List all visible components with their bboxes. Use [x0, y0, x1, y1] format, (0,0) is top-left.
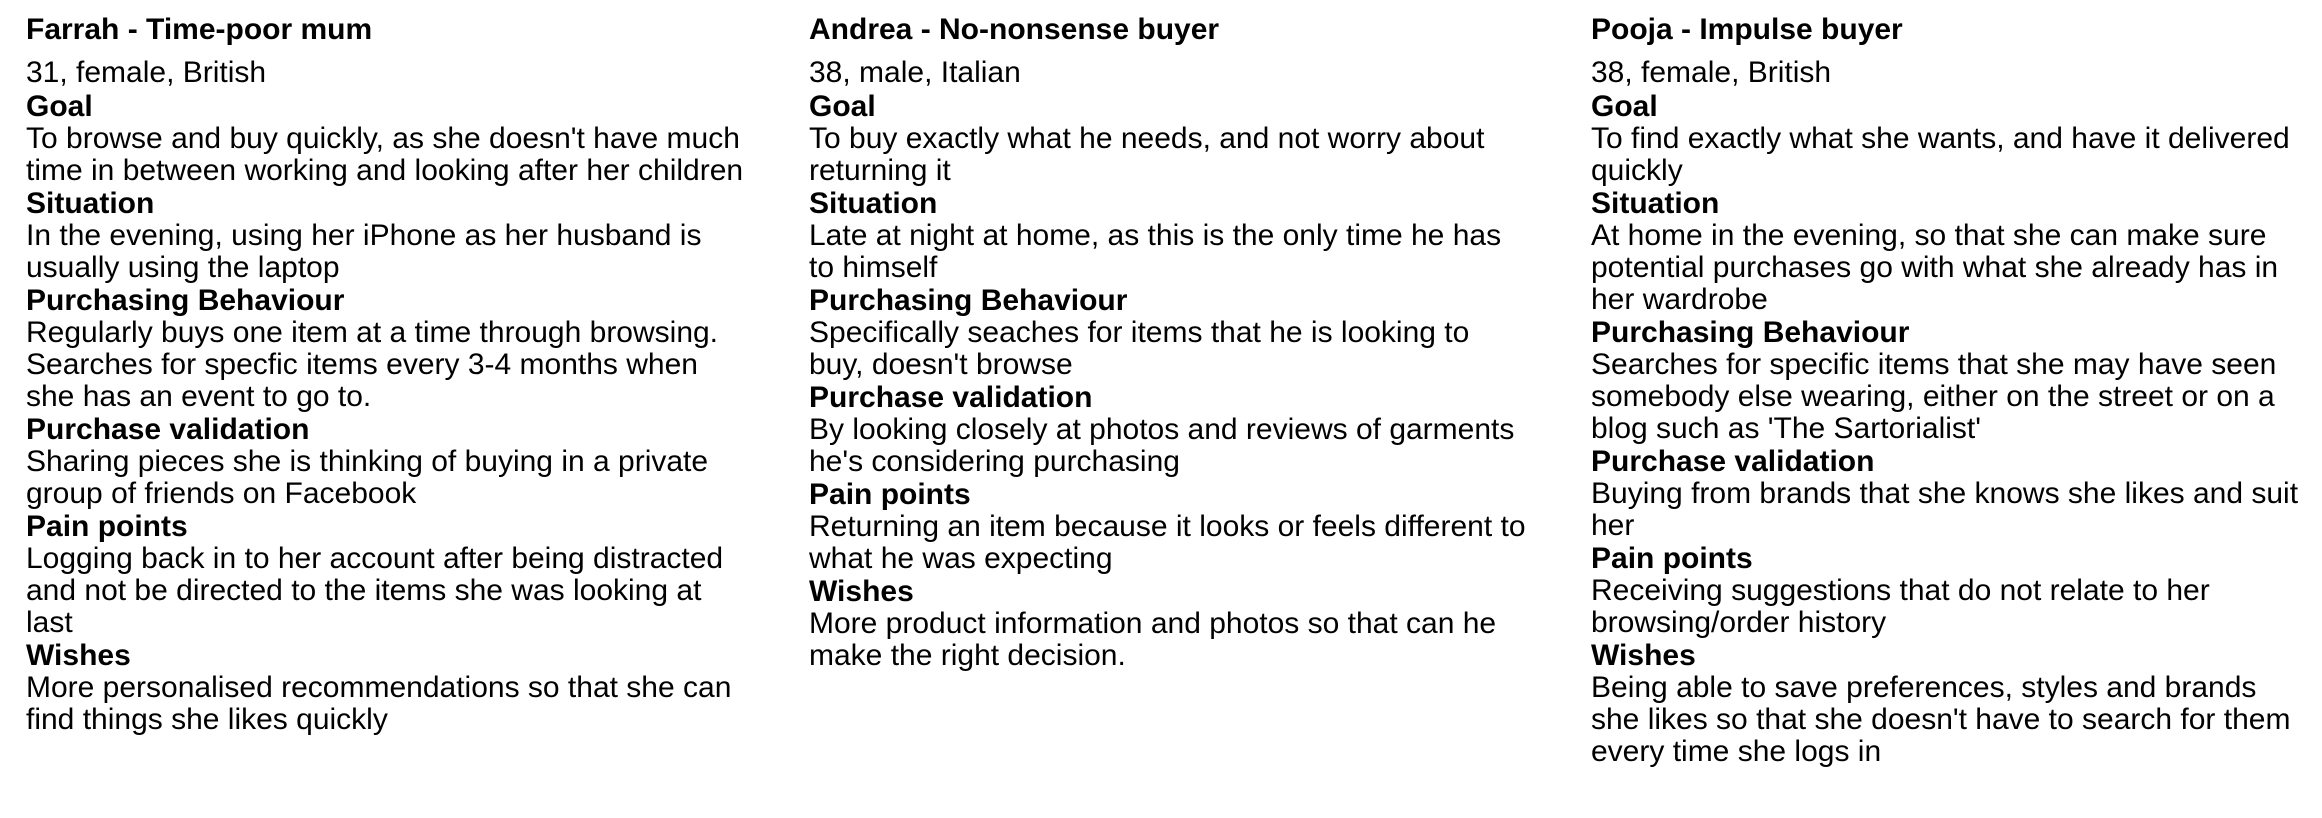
pain-points-text: Logging back in to her account after being distracted and not be directed to the items she was looking at last	[26, 542, 724, 639]
pain-points-text: Receiving suggestions that do not relate to her browsing/order history	[1591, 574, 2210, 639]
purchase-validation-heading: Purchase validation	[809, 381, 1093, 414]
persona-card-farrah	[26, 10, 746, 736]
persona-title: Farrah - Time-poor mum	[26, 13, 373, 46]
persona-title: Pooja - Impulse buyer	[1591, 13, 1903, 46]
persona-demographics: 31, female, British	[26, 56, 267, 89]
purchasing-behaviour-text: Specifically seaches for items that he is looking to buy, doesn't browse	[809, 316, 1470, 381]
situation-text: In the evening, using her iPhone as her husband is usually using the laptop	[26, 219, 702, 284]
goal-heading: Goal	[26, 90, 93, 123]
persona-title: Andrea - No-nonsense buyer	[809, 13, 1220, 46]
goal-heading: Goal	[1591, 90, 1658, 123]
goal-text: To find exactly what she wants, and have it delivered quickly	[1591, 122, 2290, 187]
wishes-heading: Wishes	[809, 575, 914, 608]
goal-text: To buy exactly what he needs, and not worry about returning it	[809, 122, 1485, 187]
situation-text: At home in the evening, so that she can make sure potential purchases go with what she already has in her wardrobe	[1591, 219, 2279, 316]
persona-demographics: 38, male, Italian	[809, 56, 1021, 89]
persona-card-pooja	[1591, 10, 2311, 768]
goal-heading: Goal	[809, 90, 876, 123]
purchasing-behaviour-heading: Purchasing Behaviour	[809, 284, 1128, 317]
wishes-heading: Wishes	[26, 639, 131, 672]
pain-points-heading: Pain points	[1591, 542, 1753, 575]
purchasing-behaviour-heading: Purchasing Behaviour	[1591, 316, 1910, 349]
wishes-heading: Wishes	[1591, 639, 1696, 672]
wishes-text: Being able to save preferences, styles and brands she likes so that she doesn't have to search for them every time she logs in	[1591, 671, 2291, 768]
purchase-validation-heading: Purchase validation	[26, 413, 310, 446]
goal-text: To browse and buy quickly, as she doesn't have much time in between working and looking after her children	[26, 122, 744, 187]
purchasing-behaviour-text: Regularly buys one item at a time through browsing. Searches for specfic items every 3-4 months when she has an event to go to.	[26, 316, 719, 413]
situation-text: Late at night at home, as this is the only time he has to himself	[809, 219, 1502, 284]
pain-points-text: Returning an item because it looks or feels different to what he was expecting	[809, 510, 1526, 575]
persona-demographics: 38, female, British	[1591, 56, 1832, 89]
pain-points-heading: Pain points	[809, 478, 971, 511]
purchasing-behaviour-heading: Purchasing Behaviour	[26, 284, 345, 317]
purchase-validation-heading: Purchase validation	[1591, 445, 1875, 478]
persona-card-andrea	[809, 10, 1529, 672]
wishes-text: More product information and photos so that can he make the right decision.	[809, 607, 1497, 672]
purchase-validation-text: By looking closely at photos and reviews of garments he's considering purchasing	[809, 413, 1515, 478]
purchasing-behaviour-text: Searches for specific items that she may have seen somebody else wearing, either on the street or on a blog such as 'The Sartorialist'	[1591, 348, 2277, 445]
situation-heading: Situation	[26, 187, 155, 220]
situation-heading: Situation	[1591, 187, 1720, 220]
purchase-validation-text: Buying from brands that she knows she likes and suit her	[1591, 477, 2299, 542]
situation-heading: Situation	[809, 187, 938, 220]
pain-points-heading: Pain points	[26, 510, 188, 543]
purchase-validation-text: Sharing pieces she is thinking of buying in a private group of friends on Facebook	[26, 445, 709, 510]
wishes-text: More personalised recommendations so that she can find things she likes quickly	[26, 671, 732, 736]
